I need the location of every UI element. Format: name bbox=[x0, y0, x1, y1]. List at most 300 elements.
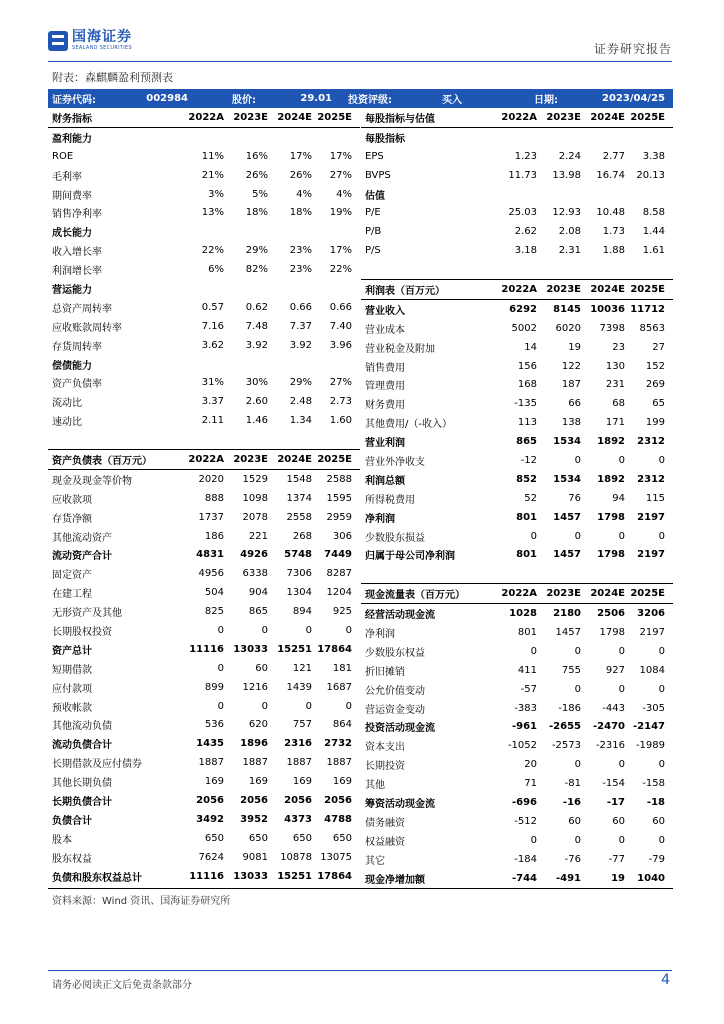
row-value: 21% bbox=[201, 169, 224, 181]
row-value: 0.66 bbox=[289, 301, 312, 313]
row-value: 0 bbox=[217, 662, 224, 674]
row-value: 2078 bbox=[242, 511, 268, 523]
table-row bbox=[361, 812, 673, 831]
row-value: 1887 bbox=[326, 757, 352, 769]
row-value: 19 bbox=[611, 872, 625, 884]
row-label: 净利润 bbox=[365, 513, 395, 525]
row-value: 3.38 bbox=[642, 150, 665, 162]
row-value: 7.48 bbox=[245, 320, 268, 332]
row-label: 归属于母公司净利润 bbox=[365, 551, 455, 563]
row-value: 169 bbox=[332, 776, 352, 788]
logo-icon bbox=[48, 31, 68, 51]
row-label: 存货周转率 bbox=[52, 341, 102, 353]
row-value: 20 bbox=[524, 759, 537, 771]
row-value: 0 bbox=[618, 645, 625, 657]
row-value: -744 bbox=[511, 872, 537, 884]
row-value: 17864 bbox=[317, 870, 352, 882]
row-value: 1.73 bbox=[602, 226, 625, 238]
table-row bbox=[361, 319, 673, 338]
row-value: 60 bbox=[652, 815, 665, 827]
table-row bbox=[361, 185, 673, 204]
row-value: 2.77 bbox=[602, 150, 625, 162]
table-row bbox=[361, 831, 673, 850]
row-value: 29% bbox=[245, 245, 268, 257]
row-value: 650 bbox=[248, 832, 268, 844]
row-value: 17% bbox=[329, 150, 352, 162]
table-row bbox=[48, 678, 360, 697]
table-row bbox=[361, 147, 673, 166]
row-value: 17864 bbox=[317, 643, 352, 655]
row-value: 11% bbox=[201, 150, 224, 162]
row-value: 1084 bbox=[639, 664, 665, 676]
table-row bbox=[361, 604, 673, 623]
company-logo bbox=[48, 30, 132, 51]
table-row bbox=[48, 583, 360, 602]
row-value: 1028 bbox=[509, 608, 537, 620]
row-value: -77 bbox=[608, 853, 625, 865]
row-label: 筹资活动现金流 bbox=[365, 799, 435, 810]
row-value: 152 bbox=[645, 360, 665, 372]
table-row bbox=[361, 699, 673, 718]
header-year: 2023E bbox=[233, 111, 268, 123]
row-value: 122 bbox=[561, 360, 581, 372]
table-row bbox=[361, 623, 673, 642]
table-row bbox=[361, 661, 673, 680]
row-value: 156 bbox=[517, 360, 537, 372]
row-value: 1892 bbox=[597, 436, 625, 448]
row-label: 长期借款及应付债券 bbox=[52, 759, 142, 771]
row-label: 其他费用/（-收入） bbox=[365, 419, 452, 431]
price-label: 股价: bbox=[232, 95, 256, 106]
report-date: 2023/04/25 bbox=[602, 93, 665, 104]
row-label: 公允价值变动 bbox=[365, 685, 425, 697]
row-label: 折旧摊销 bbox=[365, 666, 405, 678]
header-year: 2025E bbox=[630, 111, 665, 123]
row-value: 1374 bbox=[286, 492, 312, 504]
row-value: 4831 bbox=[196, 549, 224, 561]
row-value: 1304 bbox=[286, 587, 312, 599]
row-value: 1.61 bbox=[642, 245, 665, 257]
row-value: 169 bbox=[248, 776, 268, 788]
row-value: 2312 bbox=[637, 436, 665, 448]
row-label: 营业收入 bbox=[365, 305, 405, 317]
row-label: 现金及现金等价物 bbox=[52, 475, 132, 487]
row-value: 504 bbox=[204, 587, 224, 599]
row-label: 总资产周转率 bbox=[52, 303, 112, 315]
row-label: 债务融资 bbox=[365, 817, 405, 829]
row-label: 资本支出 bbox=[365, 742, 405, 754]
table-row bbox=[361, 850, 673, 869]
cash-flow-header bbox=[361, 583, 673, 604]
row-value: -512 bbox=[514, 815, 537, 827]
header-year: 2023E bbox=[233, 453, 268, 465]
row-value: 6292 bbox=[509, 303, 537, 315]
row-value: 0 bbox=[305, 624, 312, 636]
row-value: 27% bbox=[329, 377, 352, 389]
row-value: 1457 bbox=[555, 626, 581, 638]
row-value: 269 bbox=[645, 379, 665, 391]
table-row bbox=[48, 373, 360, 392]
row-value: 0 bbox=[658, 645, 665, 657]
row-value: 1892 bbox=[597, 473, 625, 485]
table-row bbox=[361, 357, 673, 376]
row-value: 7306 bbox=[286, 568, 312, 580]
row-value: -2655 bbox=[549, 721, 581, 733]
row-value: 0 bbox=[261, 624, 268, 636]
row-value: 0 bbox=[618, 454, 625, 466]
row-value: 2588 bbox=[326, 473, 352, 485]
table-row bbox=[361, 394, 673, 413]
table-row bbox=[48, 279, 360, 298]
row-value: 30% bbox=[245, 377, 268, 389]
row-value: 2.60 bbox=[245, 396, 268, 408]
row-value: 0.66 bbox=[329, 301, 352, 313]
row-value: 4% bbox=[336, 188, 352, 200]
header-year: 2024E bbox=[590, 111, 625, 123]
row-value: 888 bbox=[204, 492, 224, 504]
table-row bbox=[48, 203, 360, 222]
row-value: -16 bbox=[562, 797, 581, 808]
row-value: -1989 bbox=[635, 740, 665, 752]
table-row bbox=[361, 508, 673, 527]
table-row bbox=[361, 545, 673, 564]
row-value: -57 bbox=[520, 683, 537, 695]
row-value: 17% bbox=[289, 150, 312, 162]
row-value: 26% bbox=[245, 169, 268, 181]
table-row bbox=[48, 392, 360, 411]
row-value: 411 bbox=[517, 664, 537, 676]
row-value: 2056 bbox=[240, 795, 268, 806]
row-value: 1216 bbox=[242, 681, 268, 693]
row-value: -2316 bbox=[595, 740, 625, 752]
row-value: 2312 bbox=[637, 473, 665, 485]
row-value: 0 bbox=[574, 645, 581, 657]
row-value: 7.16 bbox=[201, 320, 224, 332]
date-label: 日期: bbox=[534, 95, 558, 106]
row-value: 1.34 bbox=[289, 415, 312, 427]
row-value: 927 bbox=[605, 664, 625, 676]
table-row bbox=[48, 602, 360, 621]
row-value: 0 bbox=[261, 700, 268, 712]
row-value: 17% bbox=[329, 245, 352, 257]
row-value: -18 bbox=[646, 797, 665, 808]
row-label: 销售费用 bbox=[365, 362, 405, 374]
row-label: 股本 bbox=[52, 834, 72, 846]
row-label: 资产总计 bbox=[52, 645, 92, 657]
row-value: 10.48 bbox=[596, 207, 625, 219]
row-value: 2316 bbox=[284, 738, 312, 750]
row-label: 利润增长率 bbox=[52, 266, 102, 278]
row-value: 2506 bbox=[597, 608, 625, 620]
disclaimer: 请务必阅读正文后免责条款部分 bbox=[52, 980, 192, 991]
logo-en-text: SEALAND SECURITIES bbox=[72, 45, 132, 51]
header-year: 2025E bbox=[317, 453, 352, 465]
row-value: 1687 bbox=[326, 681, 352, 693]
row-value: 306 bbox=[332, 530, 352, 542]
row-value: 7624 bbox=[198, 851, 224, 863]
row-value: 11116 bbox=[189, 870, 224, 882]
row-value: 11.73 bbox=[508, 169, 537, 181]
row-value: 181 bbox=[332, 662, 352, 674]
table-bottom-rule bbox=[48, 888, 673, 889]
row-value: 0 bbox=[618, 759, 625, 771]
row-label: 少数股东权益 bbox=[365, 647, 425, 659]
row-value: 6020 bbox=[555, 322, 581, 334]
row-value: 1457 bbox=[553, 549, 581, 561]
row-value: 130 bbox=[605, 360, 625, 372]
row-label: 应收款项 bbox=[52, 494, 92, 506]
table-row bbox=[361, 869, 673, 888]
row-label: 流动资产合计 bbox=[52, 551, 112, 563]
header-title: 财务指标 bbox=[52, 113, 92, 125]
row-value: 0 bbox=[574, 530, 581, 542]
table-row bbox=[48, 848, 360, 867]
table-row bbox=[361, 338, 673, 357]
table-row bbox=[361, 375, 673, 394]
row-value: 31% bbox=[201, 377, 224, 389]
row-value: 2.11 bbox=[201, 415, 224, 427]
row-label: 权益融资 bbox=[365, 836, 405, 848]
row-value: 14 bbox=[524, 341, 537, 353]
row-value: 801 bbox=[516, 511, 537, 523]
row-label: 收入增长率 bbox=[52, 247, 102, 259]
row-value: 7.40 bbox=[329, 320, 352, 332]
row-value: 0 bbox=[574, 683, 581, 695]
row-value: 1887 bbox=[242, 757, 268, 769]
row-value: -961 bbox=[511, 721, 537, 733]
row-value: 755 bbox=[561, 664, 581, 676]
row-value: 0 bbox=[345, 700, 352, 712]
row-value: 13033 bbox=[233, 643, 268, 655]
header-year: 2022A bbox=[188, 111, 224, 123]
row-label: 营运资金变动 bbox=[365, 704, 425, 716]
row-value: 650 bbox=[332, 832, 352, 844]
row-label: 营业成本 bbox=[365, 324, 405, 336]
table-row bbox=[361, 736, 673, 755]
row-label: 长期股权投资 bbox=[52, 626, 112, 638]
row-value: 650 bbox=[204, 832, 224, 844]
row-value: 1.44 bbox=[642, 226, 665, 238]
row-value: 3.92 bbox=[289, 339, 312, 351]
row-value: 852 bbox=[516, 473, 537, 485]
row-value: 22% bbox=[201, 245, 224, 257]
row-value: -184 bbox=[514, 853, 537, 865]
row-value: 2.24 bbox=[558, 150, 581, 162]
row-value: 1737 bbox=[198, 511, 224, 523]
table-row bbox=[48, 508, 360, 527]
row-value: 23% bbox=[289, 245, 312, 257]
row-value: 3492 bbox=[196, 813, 224, 825]
table-row bbox=[48, 185, 360, 204]
row-value: 171 bbox=[605, 417, 625, 429]
row-label: 营业税金及附加 bbox=[365, 343, 435, 355]
right-column bbox=[361, 108, 673, 888]
row-value: 865 bbox=[248, 606, 268, 618]
row-value: 0 bbox=[658, 759, 665, 771]
row-value: -81 bbox=[564, 778, 581, 790]
row-value: 10878 bbox=[280, 851, 312, 863]
row-label: 其他流动资产 bbox=[52, 532, 112, 544]
row-label: 营业利润 bbox=[365, 438, 405, 450]
row-value: -158 bbox=[642, 778, 665, 790]
row-value: 2558 bbox=[286, 511, 312, 523]
row-value: 2.48 bbox=[289, 396, 312, 408]
left-column bbox=[48, 108, 360, 888]
row-value: 757 bbox=[292, 719, 312, 731]
header-year: 2024E bbox=[277, 111, 312, 123]
row-value: 5% bbox=[252, 188, 268, 200]
row-value: 19 bbox=[568, 341, 581, 353]
table-row bbox=[48, 659, 360, 678]
header-year: 2023E bbox=[546, 588, 581, 600]
row-value: 2197 bbox=[637, 511, 665, 523]
row-value: 5002 bbox=[511, 322, 537, 334]
row-value: 801 bbox=[517, 626, 537, 638]
row-value: -135 bbox=[514, 398, 537, 410]
row-value: 16% bbox=[245, 150, 268, 162]
row-value: 0 bbox=[530, 834, 537, 846]
row-value: 0 bbox=[618, 530, 625, 542]
row-value: 0 bbox=[574, 834, 581, 846]
row-label: 在建工程 bbox=[52, 589, 92, 601]
row-value: 4% bbox=[296, 188, 312, 200]
row-label: 毛利率 bbox=[52, 171, 82, 183]
row-value: 268 bbox=[292, 530, 312, 542]
row-value: -17 bbox=[606, 797, 625, 808]
row-value: -2147 bbox=[633, 721, 665, 733]
row-value: 94 bbox=[612, 492, 625, 504]
header-title: 每股指标与估值 bbox=[365, 113, 435, 125]
row-value: 2.62 bbox=[514, 226, 537, 238]
table-row bbox=[48, 128, 360, 147]
row-value: 3.62 bbox=[201, 339, 224, 351]
row-value: 2.31 bbox=[558, 245, 581, 257]
row-value: 0 bbox=[618, 683, 625, 695]
row-label: 负债合计 bbox=[52, 815, 92, 827]
row-value: 68 bbox=[612, 398, 625, 410]
row-value: -76 bbox=[564, 853, 581, 865]
row-value: 0 bbox=[217, 700, 224, 712]
row-value: 1.46 bbox=[245, 415, 268, 427]
header-year: 2022A bbox=[501, 588, 537, 600]
row-value: 0.57 bbox=[201, 301, 224, 313]
row-value: 12.93 bbox=[552, 207, 581, 219]
table-row bbox=[361, 413, 673, 432]
report-type: 证券研究报告 bbox=[593, 42, 672, 56]
row-label: 期间费率 bbox=[52, 190, 92, 202]
table-row bbox=[48, 222, 360, 241]
row-value: 3206 bbox=[637, 608, 665, 620]
row-value: 1435 bbox=[196, 738, 224, 750]
row-value: 0 bbox=[217, 624, 224, 636]
forecast-table bbox=[48, 89, 673, 889]
row-label: EPS bbox=[365, 150, 384, 162]
row-value: 15251 bbox=[277, 870, 312, 882]
table-row bbox=[361, 260, 673, 279]
row-value: 4956 bbox=[198, 568, 224, 580]
row-value: 11116 bbox=[189, 643, 224, 655]
row-value: 1595 bbox=[326, 492, 352, 504]
row-label: 速动比 bbox=[52, 417, 82, 429]
row-value: 1.60 bbox=[329, 415, 352, 427]
table-row bbox=[361, 451, 673, 470]
table-row bbox=[361, 642, 673, 661]
row-value: 25.03 bbox=[508, 207, 537, 219]
spacer bbox=[48, 430, 360, 449]
row-value: 0 bbox=[618, 834, 625, 846]
income-statement-header bbox=[361, 279, 673, 300]
row-label: 经营活动现金流 bbox=[365, 610, 435, 622]
row-label: 短期借款 bbox=[52, 664, 92, 676]
row-value: -1052 bbox=[507, 740, 537, 752]
row-value: 13033 bbox=[233, 870, 268, 882]
row-value: -186 bbox=[558, 702, 581, 714]
table-row bbox=[48, 489, 360, 508]
row-value: 650 bbox=[292, 832, 312, 844]
row-value: 7398 bbox=[599, 322, 625, 334]
row-value: 9081 bbox=[242, 851, 268, 863]
row-value: -154 bbox=[602, 778, 625, 790]
table-row bbox=[361, 432, 673, 451]
header-year: 2022A bbox=[188, 453, 224, 465]
row-label: 投资活动现金流 bbox=[365, 723, 435, 735]
row-value: -305 bbox=[642, 702, 665, 714]
code-label: 证券代码: bbox=[52, 95, 96, 106]
row-value: 82% bbox=[245, 264, 268, 276]
row-label: 盈利能力 bbox=[52, 133, 92, 145]
row-value: 115 bbox=[645, 492, 665, 504]
header-year: 2024E bbox=[590, 283, 625, 295]
header-divider bbox=[48, 61, 672, 62]
appendix-title: 附表：森麒麟盈利预测表 bbox=[52, 71, 173, 84]
table-row bbox=[48, 470, 360, 489]
page-number: 4 bbox=[661, 972, 670, 988]
row-value: 65 bbox=[652, 398, 665, 410]
row-value: 60 bbox=[568, 815, 581, 827]
row-value: 2.73 bbox=[329, 396, 352, 408]
row-value: 1.23 bbox=[514, 150, 537, 162]
row-value: 1534 bbox=[553, 436, 581, 448]
row-value: 52 bbox=[524, 492, 537, 504]
row-value: 0 bbox=[574, 759, 581, 771]
row-label: 其它 bbox=[365, 855, 385, 867]
table-row bbox=[48, 753, 360, 772]
row-value: 2020 bbox=[198, 473, 224, 485]
row-label: 所得税费用 bbox=[365, 494, 415, 506]
info-bar bbox=[48, 89, 673, 108]
row-value: 10036 bbox=[590, 303, 625, 315]
row-value: 0 bbox=[305, 700, 312, 712]
table-row bbox=[48, 829, 360, 848]
header-year: 2025E bbox=[317, 111, 352, 123]
row-value: 7.37 bbox=[289, 320, 312, 332]
row-value: 1896 bbox=[240, 738, 268, 750]
table-row bbox=[48, 317, 360, 336]
row-value: 27% bbox=[329, 169, 352, 181]
per-share-valuation-header bbox=[361, 108, 673, 128]
row-label: 财务费用 bbox=[365, 400, 405, 412]
row-value: 904 bbox=[248, 587, 268, 599]
row-value: 825 bbox=[204, 606, 224, 618]
row-value: 925 bbox=[332, 606, 352, 618]
row-value: 3.18 bbox=[514, 245, 537, 257]
rating: 买入 bbox=[442, 95, 462, 106]
row-value: 22% bbox=[329, 264, 352, 276]
row-value: 18% bbox=[245, 207, 268, 219]
header-title: 利润表（百万元） bbox=[365, 285, 445, 297]
row-label: 营业外净收支 bbox=[365, 456, 425, 468]
row-label: 其他流动负债 bbox=[52, 721, 112, 733]
